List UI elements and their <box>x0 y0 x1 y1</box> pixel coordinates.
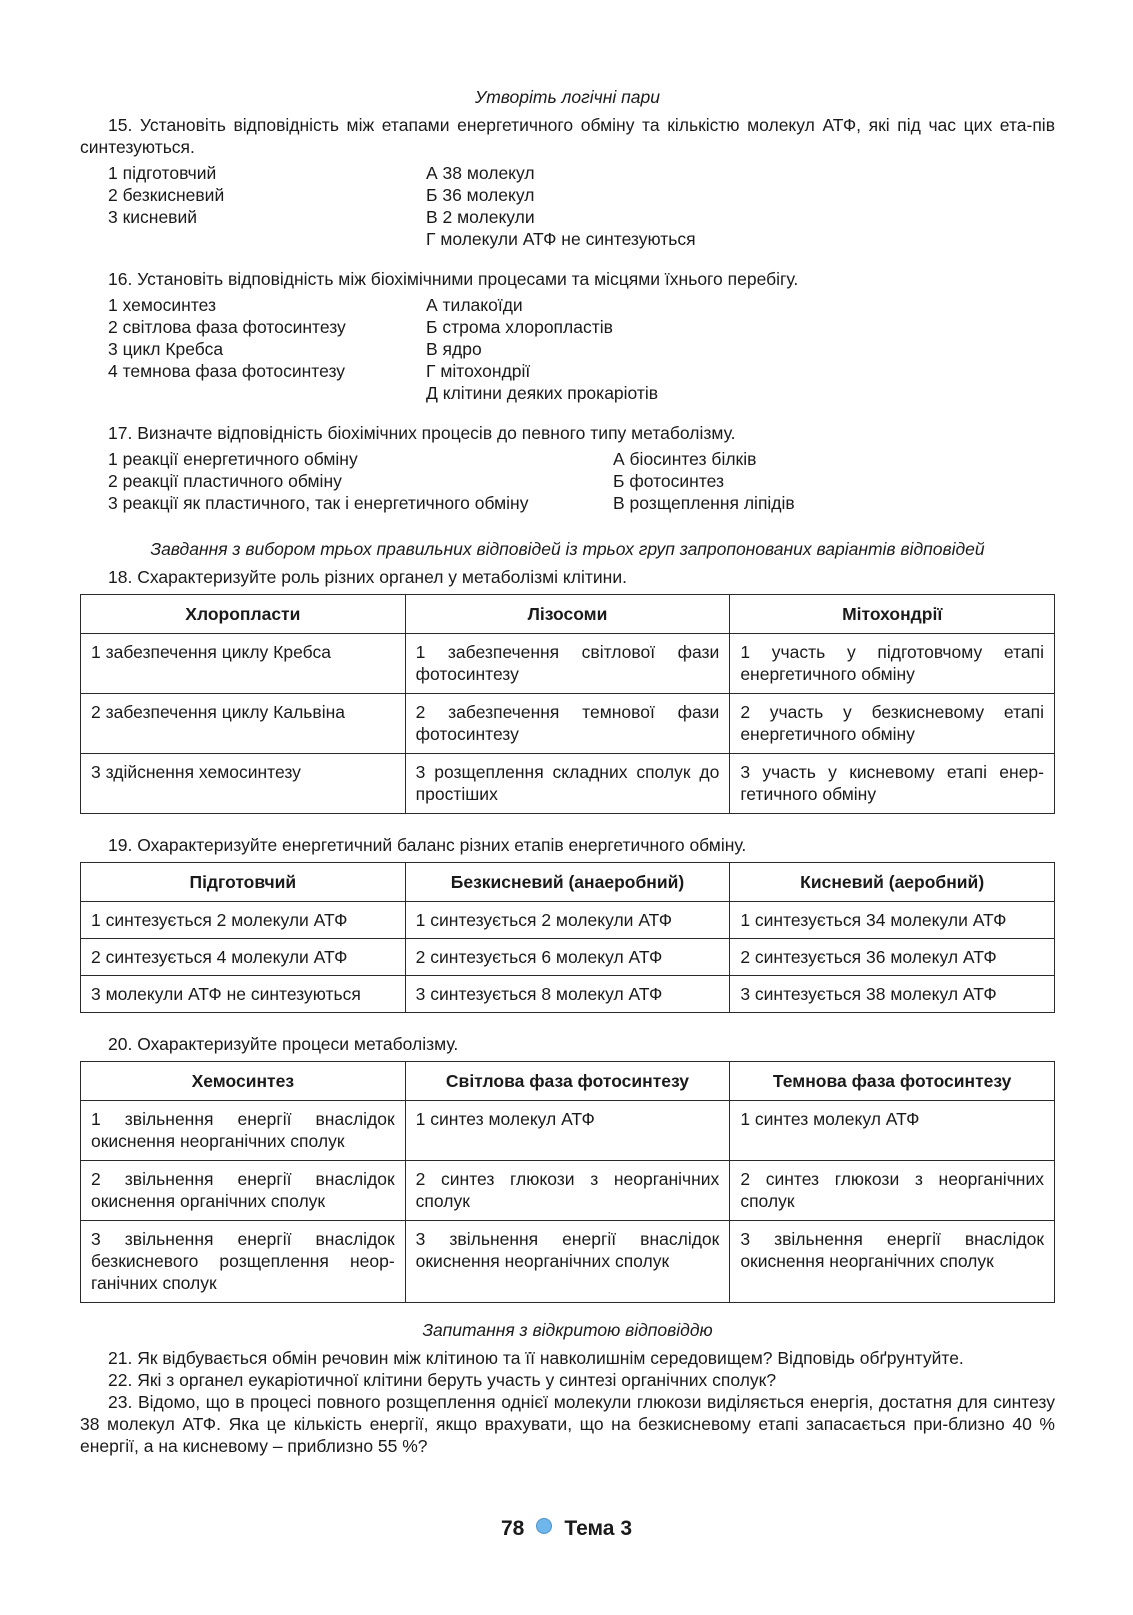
option-right: А 38 молекул <box>426 163 535 183</box>
table-cell: 1 забезпечення світлової фази фотосинтезу <box>405 634 730 694</box>
table-header-cell: Хемосинтез <box>81 1062 406 1101</box>
table-header-row <box>81 1062 1055 1101</box>
question-17-options <box>108 448 1055 514</box>
question-20 <box>80 1033 1055 1303</box>
table-cell: 2 участь у безкисневому етапі енергетичного обміну <box>730 694 1055 754</box>
option-right: В 2 молекули <box>426 207 535 227</box>
question-15 <box>80 114 1055 250</box>
question-15-text: 15. Установіть відповідність між етапами енергетичного обміну та кількістю молекул АТФ, які під час цих ета-пів синтезуються. <box>80 115 1055 157</box>
question-17 <box>80 422 1055 514</box>
table-row <box>81 1101 1055 1161</box>
table-cell: 3 звільнення енергії внаслідок окиснення неорганічних сполук <box>730 1221 1055 1303</box>
question-20-text: 20. Охарактеризуйте процеси метаболізму. <box>108 1034 459 1054</box>
table-header-cell: Кисневий (аеробний) <box>730 863 1055 902</box>
option-right: Б 36 молекул <box>426 185 535 205</box>
table-header-cell: Світлова фаза фотосинтезу <box>405 1062 730 1101</box>
question-15-options <box>108 162 1055 250</box>
section-heading-three-choice: Завдання з вибором трьох правильних відповідей із трьох груп запропонованих варіантів відповідей <box>150 539 985 559</box>
question-19 <box>80 834 1055 1013</box>
table-cell: 3 участь у кисневому етапі енер-гетичного обміну <box>730 754 1055 814</box>
table-row <box>81 1161 1055 1221</box>
question-17-left-column <box>108 448 613 514</box>
table-cell: 2 синтезується 4 молекули АТФ <box>81 939 406 976</box>
table-header-cell: Лізосоми <box>405 595 730 634</box>
table-row <box>81 976 1055 1013</box>
table-row <box>81 694 1055 754</box>
option-left: 1 реакції енергетичного обміну <box>108 449 358 469</box>
open-questions <box>80 1347 1055 1457</box>
option-right: А біосинтез білків <box>613 449 757 469</box>
option-right: В ядро <box>426 339 482 359</box>
question-17-right-column <box>613 448 795 514</box>
option-right: А тилакоїди <box>426 295 523 315</box>
table-cell: 1 синтез молекул АТФ <box>730 1101 1055 1161</box>
table-cell: 1 синтез молекул АТФ <box>405 1101 730 1161</box>
question-18 <box>80 566 1055 814</box>
table-row <box>81 939 1055 976</box>
table-row <box>81 1221 1055 1303</box>
question-19-table <box>80 862 1055 1013</box>
option-left: 2 реакції пластичного обміну <box>108 471 342 491</box>
section-heading-pairs: Утворіть логічні пари <box>475 87 660 107</box>
table-cell: 1 участь у підготовчому етапі енергетичного обміну <box>730 634 1055 694</box>
table-row <box>81 634 1055 694</box>
table-header-row <box>81 863 1055 902</box>
topic-label: Тема 3 <box>564 1517 632 1540</box>
question-16-left-column <box>108 294 426 404</box>
question-18-text: 18. Схарактеризуйте роль різних органел у метаболізмі клітини. <box>108 567 627 587</box>
table-row <box>81 902 1055 939</box>
table-header-cell: Мітохондрії <box>730 595 1055 634</box>
table-cell: 3 синтезується 8 молекул АТФ <box>405 976 730 1013</box>
table-cell: 1 звільнення енергії внаслідок окиснення неорганічних сполук <box>81 1101 406 1161</box>
option-left: 1 хемосинтез <box>108 295 217 315</box>
table-header-cell: Темнова фаза фотосинтезу <box>730 1062 1055 1101</box>
table-cell: 3 звільнення енергії внаслідок окиснення неорганічних сполук <box>405 1221 730 1303</box>
option-right: В розщеплення ліпідів <box>613 493 795 513</box>
table-cell: 3 синтезується 38 молекул АТФ <box>730 976 1055 1013</box>
table-cell: 2 синтез глюкози з неорганічних сполук <box>405 1161 730 1221</box>
table-header-cell: Безкисневий (анаеробний) <box>405 863 730 902</box>
option-left: 3 кисневий <box>108 207 198 227</box>
question-15-left-column <box>108 162 426 250</box>
question-15-right-column <box>426 162 696 250</box>
option-right: Г молекули АТФ не синтезуються <box>426 229 696 249</box>
table-row <box>81 754 1055 814</box>
table-cell: 3 розщеплення складних сполук до простіших <box>405 754 730 814</box>
page-content <box>80 86 1055 1457</box>
question-16-options <box>108 294 1055 404</box>
open-question-23: 23. Відомо, що в процесі повного розщеплення однієї молекули глюкози виділяється енергія, достатня для синтезу 38 молекул АТФ. Яка це кількість енергії, якщо врахувати, що на безкисневому етапі запасається при-близно 40 % енергії, а на кисневому – приблизно 55 %? <box>80 1392 1055 1456</box>
table-cell: 2 забезпечення циклу Кальвіна <box>81 694 406 754</box>
table-cell: 1 синтезується 2 молекули АТФ <box>405 902 730 939</box>
option-left: 2 світлова фаза фотосинтезу <box>108 317 346 337</box>
question-17-text: 17. Визначте відповідність біохімічних процесів до певного типу метаболізму. <box>108 423 736 443</box>
option-left: 2 безкисневий <box>108 185 225 205</box>
bullet-dot-icon <box>536 1518 552 1534</box>
question-16-right-column <box>426 294 658 404</box>
option-left: 3 реакції як пластичного, так і енергетичного обміну <box>108 493 529 513</box>
open-question-21: 21. Як відбувається обмін речовин між клітиною та її навколишнім середовищем? Відповідь обґрунтуйте. <box>108 1348 964 1368</box>
table-cell: 2 звільнення енергії внаслідок окиснення органічних сполук <box>81 1161 406 1221</box>
option-right: Д клітини деяких прокаріотів <box>426 383 659 403</box>
section-heading-open: Запитання з відкритою відповіддю <box>422 1320 713 1340</box>
table-cell: 1 синтезується 2 молекули АТФ <box>81 902 406 939</box>
table-header-cell: Підготовчий <box>81 863 406 902</box>
table-cell: 2 забезпечення темнової фази фотосинтезу <box>405 694 730 754</box>
table-cell: 3 звільнення енергії внаслідок безкисневого розщеплення неор-ганічних сполук <box>81 1221 406 1303</box>
question-19-text: 19. Охарактеризуйте енергетичний баланс різних етапів енергетичного обміну. <box>108 835 747 855</box>
page-number: 78 <box>501 1517 525 1540</box>
question-16 <box>80 268 1055 404</box>
option-right: Б строма хлоропластів <box>426 317 613 337</box>
open-question-22: 22. Які з органел еукаріотичної клітини беруть участь у синтезі органічних сполук? <box>108 1370 777 1390</box>
page-footer <box>0 1518 1133 1540</box>
table-cell: 3 молекули АТФ не синтезуються <box>81 976 406 1013</box>
table-cell: 2 синтезується 36 молекул АТФ <box>730 939 1055 976</box>
table-cell: 1 синтезується 34 молекули АТФ <box>730 902 1055 939</box>
option-right: Г мітохондрії <box>426 361 531 381</box>
table-cell: 1 забезпечення циклу Кребса <box>81 634 406 694</box>
question-16-text: 16. Установіть відповідність між біохімічними процесами та місцями їхнього перебігу. <box>108 269 799 289</box>
table-cell: 2 синтезується 6 молекул АТФ <box>405 939 730 976</box>
table-header-cell: Хлоропласти <box>81 595 406 634</box>
option-left: 1 підготовчий <box>108 163 217 183</box>
table-cell: 2 синтез глюкози з неорганічних сполук <box>730 1161 1055 1221</box>
option-left: 3 цикл Кребса <box>108 339 224 359</box>
option-right: Б фотосинтез <box>613 471 725 491</box>
option-left: 4 темнова фаза фотосинтезу <box>108 361 346 381</box>
question-20-table <box>80 1061 1055 1303</box>
question-18-table <box>80 594 1055 814</box>
table-cell: 3 здійснення хемосинтезу <box>81 754 406 814</box>
table-header-row <box>81 595 1055 634</box>
